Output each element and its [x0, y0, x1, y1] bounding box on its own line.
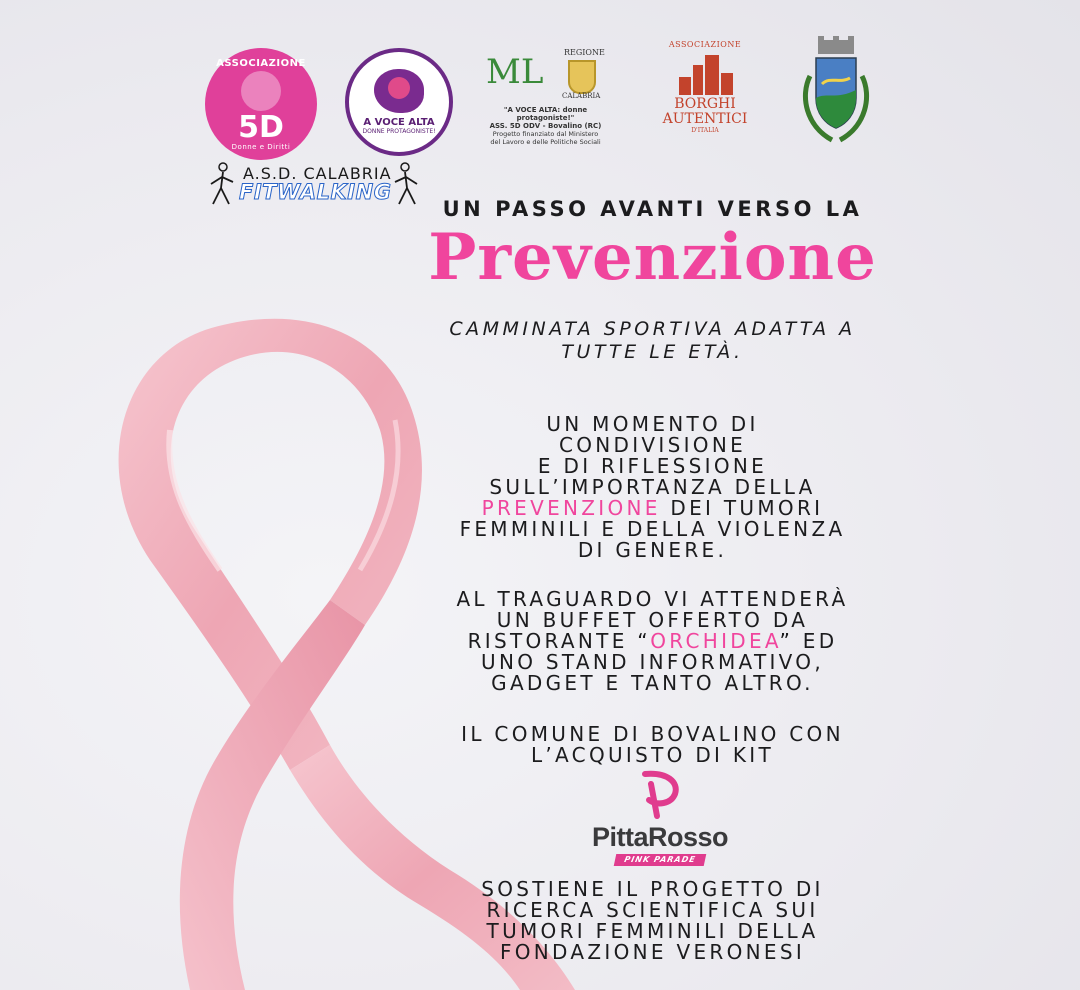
pittarosso-logo	[560, 770, 760, 870]
associazione-5d-logo	[205, 48, 317, 160]
ministero-mark: ML	[486, 52, 544, 92]
paragraph-buffet	[400, 589, 905, 694]
text-line: AL TRAGUARDO VI ATTENDERÀ	[456, 587, 849, 611]
subheading	[400, 318, 905, 364]
text-line: RICERCA SCIENTIFICA SUI	[486, 898, 819, 922]
fitwalking-line1: A.S.D. CALABRIA	[243, 164, 392, 183]
text-line: PREVENZIONE DEI TUMORI	[481, 496, 824, 520]
borghi-autentici-logo	[650, 40, 760, 155]
text-line: UNO STAND INFORMATIVO,	[481, 650, 824, 674]
a-voce-alta-logo	[345, 48, 453, 156]
text-line: DI GENERE.	[577, 538, 728, 562]
a-voce-alta-title: A VOCE ALTA	[363, 117, 435, 128]
assoc-5d-top: ASSOCIAZIONE	[216, 57, 306, 69]
text-line: IL COMUNE DI BOVALINO CON	[461, 722, 844, 746]
a-voce-alta-subtitle: DONNE PROTAGONISTE!	[362, 128, 436, 135]
assoc-5d-ring-text: Donne e Diritti	[231, 142, 291, 151]
text-line: GADGET E TANTO ALTRO.	[491, 671, 814, 695]
highlight-prevenzione: PREVENZIONE	[481, 496, 661, 520]
paragraph-comune	[400, 724, 905, 766]
text-line: SULL’IMPORTANZA DELLA	[489, 475, 816, 499]
text-line: SOSTIENE IL PROGETTO DI	[481, 877, 824, 901]
text-line: FEMMINILI E DELLA VIOLENZA	[459, 517, 846, 541]
pittarosso-mark-icon	[637, 770, 683, 820]
women-silhouette-icon	[374, 69, 424, 113]
assoc-5d-number: 5D	[238, 109, 284, 145]
highlight-orchidea: ORCHIDEA	[650, 629, 780, 653]
fitwalking-line2: FITWALKING	[239, 180, 392, 204]
regione-label: REGIONE	[564, 48, 605, 57]
text-line: TUMORI FEMMINILI DELLA	[486, 919, 819, 943]
pink-parade-badge: PINK PARADE	[614, 854, 707, 866]
ministero-funding-text: "A VOCE ALTA: donne protagoniste!" ASS. 5D ODV - Bovalino (RC) Progetto finanziato dal Ministero del Lavoro e delle Politiche Sociali	[489, 106, 602, 146]
text-line: E DI RIFLESSIONE	[537, 454, 768, 478]
pittarosso-name: PittaRosso	[591, 822, 729, 852]
text-line: UN BUFFET OFFERTO DA	[496, 608, 809, 632]
text-line: L’ACQUISTO DI KIT	[530, 743, 775, 767]
text-line: CONDIVISIONE	[558, 433, 747, 457]
village-icon	[675, 53, 735, 95]
borghi-name-1: BORGHI	[674, 96, 736, 112]
ministero-regione-logo	[478, 44, 613, 154]
text-line: RISTORANTE “ORCHIDEA” ED	[467, 629, 838, 653]
borghi-name-2: AUTENTICI	[662, 111, 748, 127]
page-title: Prevenzione	[428, 220, 877, 295]
walker-left-icon	[207, 162, 237, 208]
kicker-heading: UN PASSO AVANTI VERSO LA	[442, 197, 863, 221]
borghi-assoc-label: ASSOCIAZIONE	[668, 40, 742, 49]
regione-shield-icon	[568, 60, 596, 94]
fitwalking-logo	[205, 160, 420, 210]
text-line: FONDAZIONE VERONESI	[499, 940, 806, 964]
paragraph-veronesi	[400, 879, 905, 963]
subheading-line: TUTTE LE ETÀ.	[561, 341, 744, 363]
subheading-line: CAMMINATA SPORTIVA ADATTA A	[449, 318, 856, 340]
calabria-label: CALABRIA	[562, 92, 601, 100]
borghi-sub: D'ITALIA	[691, 127, 719, 134]
text-line: UN MOMENTO DI	[546, 412, 759, 436]
hand-icon	[241, 71, 281, 111]
paragraph-prevention	[400, 414, 905, 561]
coat-of-arms-icon	[792, 36, 880, 151]
